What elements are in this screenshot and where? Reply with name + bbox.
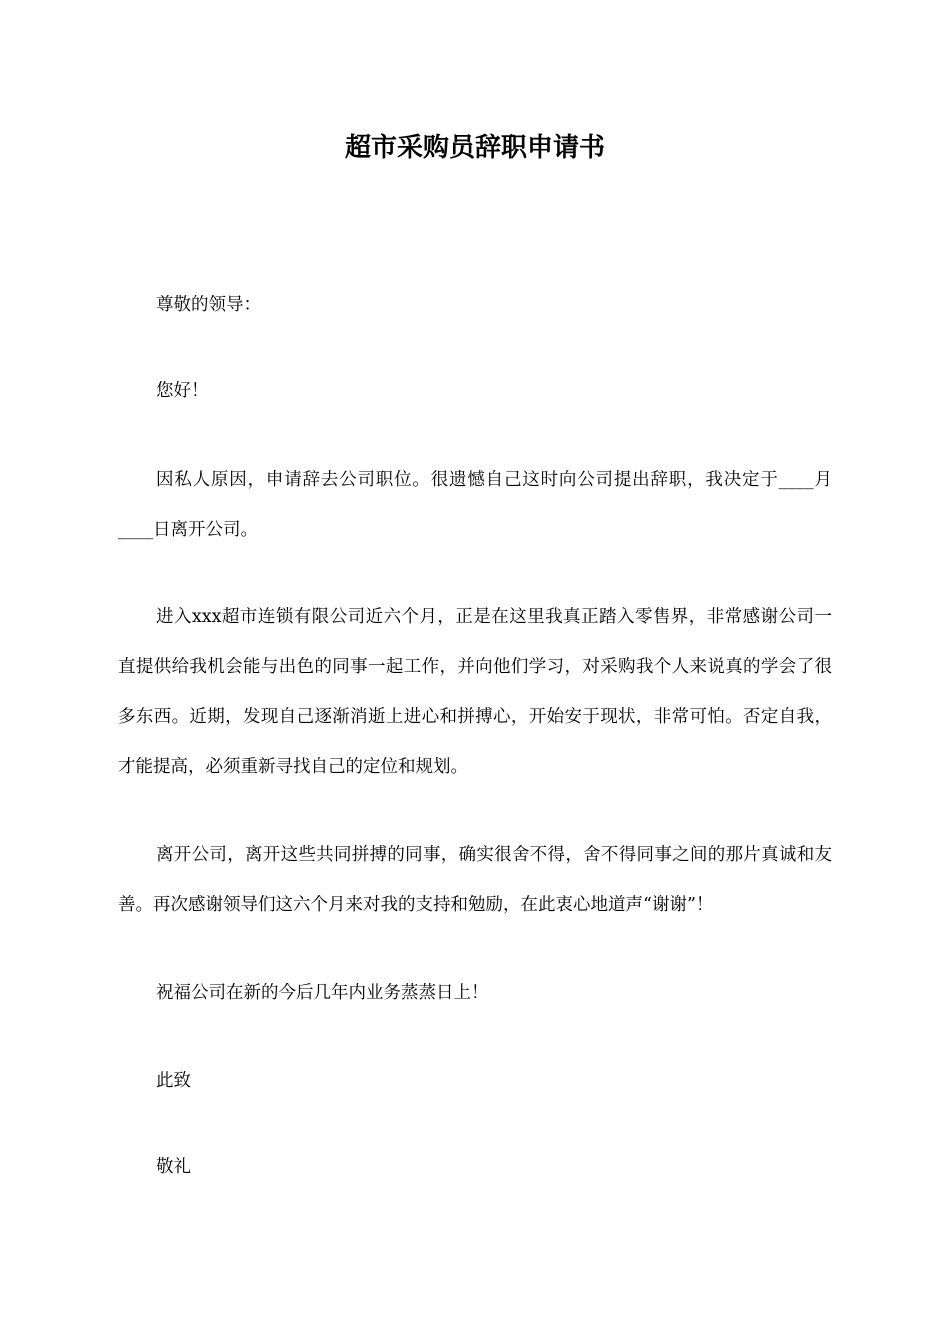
greeting: 您好！ — [156, 381, 209, 401]
body-paragraph-1: 因私人原因，申请辞去公司职位。很遗憾自己这时向公司提出辞职，我决定于____月____日离开公司。 — [118, 470, 832, 540]
body-paragraph-3: 离开公司，离开这些共同拼搏的同事，确实很舍不得，舍不得同事之间的那片真诚和友善。再次感谢领导们这六个月来对我的支持和勉励，在此衷心地道声“谢谢”！ — [118, 845, 832, 915]
salutation: 尊敬的领导： — [156, 295, 261, 315]
body-paragraph-2: 进入xxx超市连锁有限公司近六个月，正是在这里我真正踏入零售界，非常感谢公司一直提供给我机会能与出色的同事一起工作，并向他们学习，对采购我个人来说真的学会了很多东西。近期，发现自己逐渐消逝上进心和拼搏心，开始安于现状，非常可怕。否定自我，才能提高，必须重新寻找自己的定位和规划。 — [118, 607, 832, 777]
closing-line-2: 敬礼 — [156, 1157, 191, 1177]
blessing: 祝福公司在新的今后几年内业务蒸蒸日上！ — [156, 983, 489, 1003]
document-title: 超市采购员辞职申请书 — [344, 133, 605, 163]
closing-line-1: 此致 — [156, 1071, 191, 1091]
